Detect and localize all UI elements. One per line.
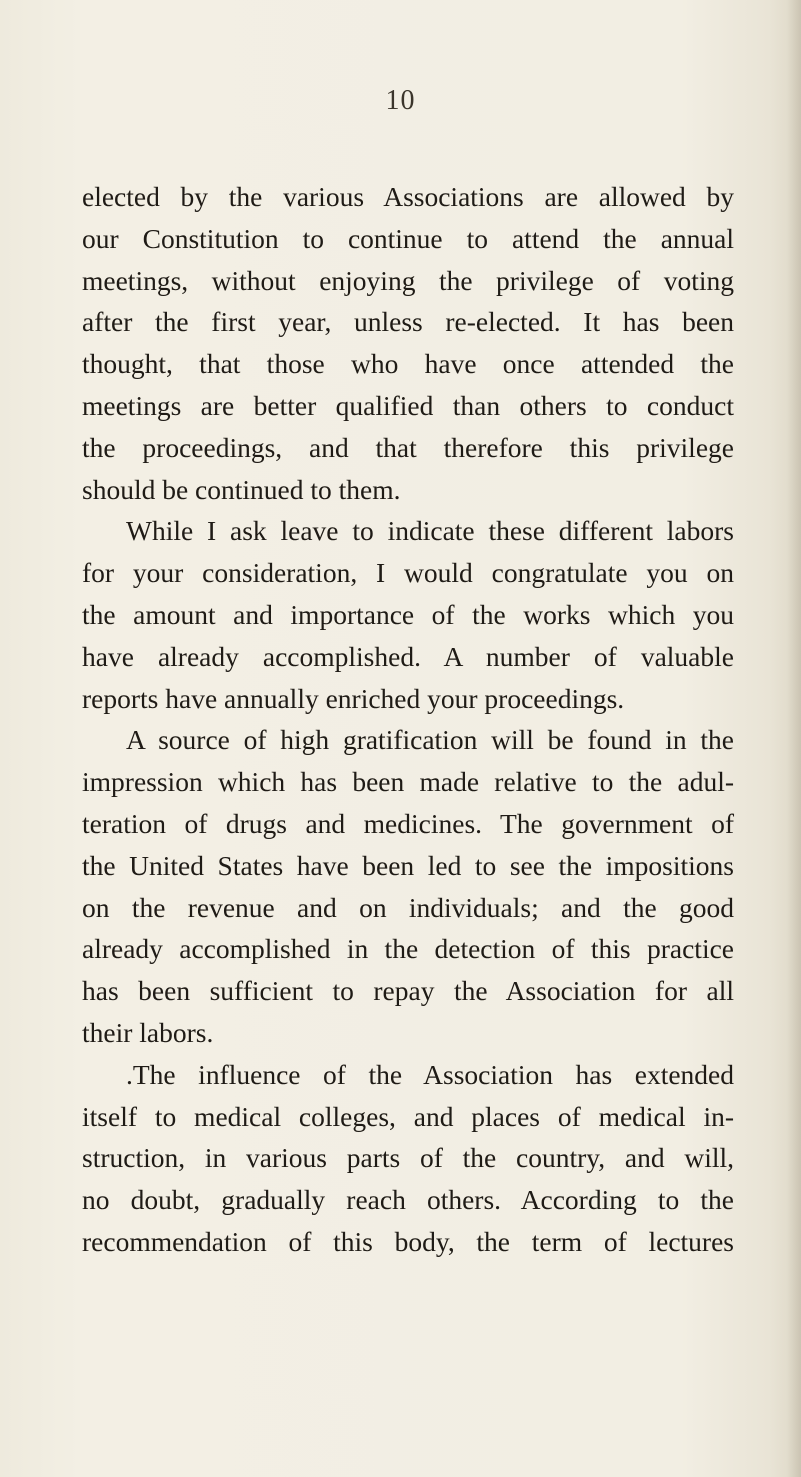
- text-line: after the first year, unless re-elected. It has been: [82, 306, 734, 338]
- text-line: have already accomplished. A number of valuable: [82, 640, 734, 672]
- text-line: our Constitution to continue to attend the annual: [82, 222, 734, 254]
- text-line: should be continued to them.: [82, 473, 401, 505]
- text-line: thought, that those who have once attended the: [82, 348, 734, 380]
- text-line: impression which has been made relative to the adul-: [82, 766, 734, 798]
- text-line: struction, in various parts of the country, and will,: [82, 1142, 734, 1174]
- text-line: no doubt, gradually reach others. According to the: [82, 1184, 734, 1216]
- page-number: 10: [385, 85, 416, 116]
- text-line: on the revenue and on individuals; and the good: [82, 891, 734, 923]
- text-line: itself to medical colleges, and places of medical in-: [82, 1100, 734, 1132]
- page-edge-shadow: [787, 0, 801, 1477]
- text-line: elected by the various Associations are allowed by: [82, 181, 734, 212]
- text-line: meetings are better qualified than others to conduct: [82, 389, 734, 421]
- text-line: meetings, without enjoying the privilege of voting: [82, 264, 734, 296]
- text-line: teration of drugs and medicines. The government of: [82, 807, 734, 839]
- text-line: reports have annually enriched your proceedings.: [82, 682, 625, 714]
- text-line: already accomplished in the detection of this practice: [82, 933, 734, 965]
- text-line: recommendation of this body, the term of lectures: [82, 1225, 734, 1257]
- text-line: While I ask leave to indicate these different labors: [126, 515, 734, 547]
- text-line: has been sufficient to repay the Association for all: [82, 975, 734, 1007]
- text-line: the proceedings, and that therefore this privilege: [82, 431, 734, 463]
- text-line: .The influence of the Association has extended: [126, 1058, 734, 1090]
- text-line: the amount and importance of the works which you: [82, 598, 734, 630]
- body-text: [82, 176, 734, 1263]
- text-line: their labors.: [82, 1016, 214, 1048]
- text-line: for your consideration, I would congratulate you on: [82, 557, 734, 589]
- text-line: the United States have been led to see the impositions: [82, 849, 734, 881]
- text-line: A source of high gratification will be found in the: [126, 724, 734, 756]
